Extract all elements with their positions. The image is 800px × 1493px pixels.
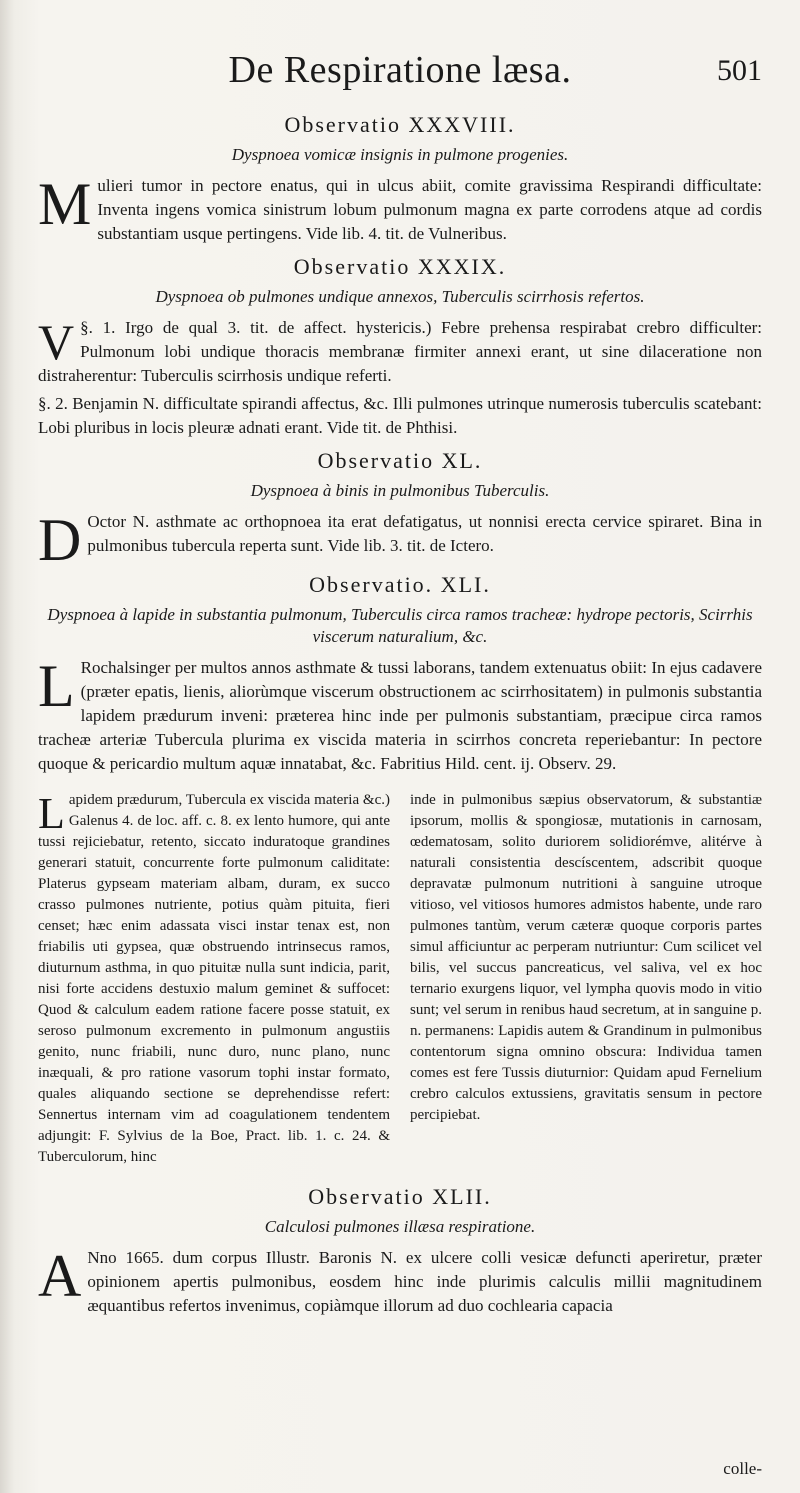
page-number: 501: [717, 54, 762, 87]
drop-cap: D: [38, 507, 82, 573]
page-title: De Respiratione læsa.: [228, 49, 572, 91]
observation-heading-40: Observatio XL.: [317, 448, 483, 473]
observation-heading-41: Observatio. XLI.: [309, 572, 491, 597]
observation-subtitle-42: Calculosi pulmones illæsa respiratione.: [264, 1217, 536, 1236]
drop-cap: A: [38, 1243, 82, 1309]
paragraph-body: Nno 1665. dum corpus Illustr. Baronis N. ex ulcere colli vesicæ defuncti aperiretur, præter opinionem apertis pulmonibus, eosdem hinc inde plurimis calculis millii magnitudinem æquantibus refertos invenimus, copiàmque illorum ad duo cochlearia capacia: [87, 1248, 762, 1315]
scholion-column-left: [38, 790, 390, 1168]
scholion-columns: [38, 790, 762, 1168]
observation-subtitle-39: Dyspnoea ob pulmones undique annexos, Tuberculis scirrhosis refertos.: [155, 287, 645, 306]
observation-text-38: [38, 171, 762, 246]
section-marker: §. 1.: [80, 318, 116, 337]
observation-text-39-section-2: §. 2. Benjamin N. difficultate spirandi affectus, &c. Illi pulmones utrinque numerosis tuberculis scatebant: Lobi pluribus in locis pleuræ adnati erant. Vide tit. de Phthisi.: [38, 394, 762, 437]
paragraph-body: Octor N. asthmate ac orthopnoea ita erat defatigatus, ut nonnisi erecta cervice spiraret. Bina in pulmonibus tubercula reperta sunt. Vide lib. 3. tit. de Ictero.: [87, 512, 762, 555]
drop-cap: L: [38, 653, 75, 719]
catchword: colle-: [723, 1459, 762, 1478]
observation-subtitle-38: Dyspnoea vomicæ insignis in pulmone progenies.: [231, 145, 569, 164]
running-head: [38, 40, 762, 104]
paragraph-body: Rochalsinger per multos annos asthmate & tussi laborans, tandem extenuatus obiit: In ejus cadavere (præter epatis, lienis, aliorùmque viscerum obstructionem ac scirrhositatem) in pulmonis substantia lapidem prædurum inveni: præterea hinc inde per pulmonis substantiam, præcipue circa ramos tracheæ arteriæ Tubercula plurima ex viscida materia in scirrhos concreta reperiebantur: In pectore quoque & pericardio multum aquæ innatabat, &c. Fabritius Hild. cent. ij. Observ. 29.: [38, 658, 762, 773]
drop-cap: L: [38, 789, 65, 838]
observation-text-39-section-1: [38, 316, 762, 388]
paragraph-body: ulieri tumor in pectore enatus, qui in ulcus abiit, comite gravissima Respirandi difficultate: Inventa ingens vomica sinistrum lobum pulmonum magna ex parte corrodens atque ad cordis substantiam usque pertingens. Vide lib. 4. tit. de Vulneribus.: [97, 176, 762, 243]
observation-subtitle-41: Dyspnoea à lapide in substantia pulmonum, Tuberculis circa ramos tracheæ: hydrope pectoris, Scirrhis viscerum naturalium, &c.: [47, 605, 753, 646]
observation-text-41: [38, 653, 762, 776]
scholion-column-right: inde in pulmonibus sæpius observatorum, & substantiæ ipsorum, mollis & spongiosæ, mutationis in carnosam, œdematosam, solito duriorem solidiorémve, alitérve à naturali consistentia descíscentem, adscribit quoque depravatæ pulmonum nutritioni à sanguine utroque vitioso, vel vitiosos humores admistos habente, unde raro pulmones tantùm, verum cæteræ quoque corporis partes simul afficiuntur ac perperam nutriuntur: Cum scilicet vel bilis, vel succus pancreaticus, vel saliva, vel ex hoc ternario exurgens liquor, vel lympha quovis modo in vitio sunt; vel serum in renibus haud secretum, at in sanguine p. n. permanens: Lapidis autem & Grandinum in pulmonibus contentorum signa omnino obscura: Individua tamen comes est fere Tussis diuturnior: Quidam apud Fernelium crebro calculos extussiens, gravitatis sensum in pectore percipiebat.: [410, 792, 762, 1123]
drop-cap: M: [38, 171, 92, 237]
observation-subtitle-40: Dyspnoea à binis in pulmonibus Tuberculis.: [250, 481, 550, 500]
drop-cap: V: [38, 314, 75, 370]
observation-heading-42: Observatio XLII.: [308, 1184, 492, 1209]
observation-text-40: [38, 507, 762, 573]
observation-heading-39: Observatio XXXIX.: [293, 254, 507, 279]
observation-heading-38: Observatio XXXVIII.: [284, 112, 516, 137]
scholion-text-left: apidem prædurum, Tubercula ex viscida materia &c.) Galenus 4. de loc. aff. c. 8. ex lento humore, qui ante tussi rejiciebatur, retento, siccato induratoque grandines generari statuit, concurrente forte pulmonum caliditate: Platerus gypseam materiam albam, duram, ex succo crasso pulmones nutriente, potius quàm pituita, fieri censet; hæc enim adassata visci instar tenax est, non friabilis uti gypsea, quæ obstruendo intrinsecus ramos, diuturnum asthma, in quo pituitæ nulla sunt indicia, parit, nisi forte accidens destuxio malum geminet & suffocet: Quod & calculum eadem ratione facere posse statuit, ex seroso pulmonum excremento in pulmonum angustiis genito, nunc friabili, nunc duro, nunc plano, nunc inæquali, & pro ratione vasorum tophi instar formato, quales aliquando sectione se deprehendisse refert: Sennertus internam vim ad coagulationem tendentem adjungit: F. Sylvius de la Boe, Pract. lib. 1. c. 24. & Tuberculorum, hinc: [38, 792, 390, 1165]
paragraph-body: Irgo de qual 3. tit. de affect. hystericis.) Febre prehensa respirabat crebro difficulter: Pulmonum lobi undique thoracis membranæ firmiter annexi erant, ut sine dilaceratione non distraherentur: Tuberculis scirrhosis undique referti.: [38, 318, 763, 385]
observation-text-42: [38, 1243, 762, 1318]
